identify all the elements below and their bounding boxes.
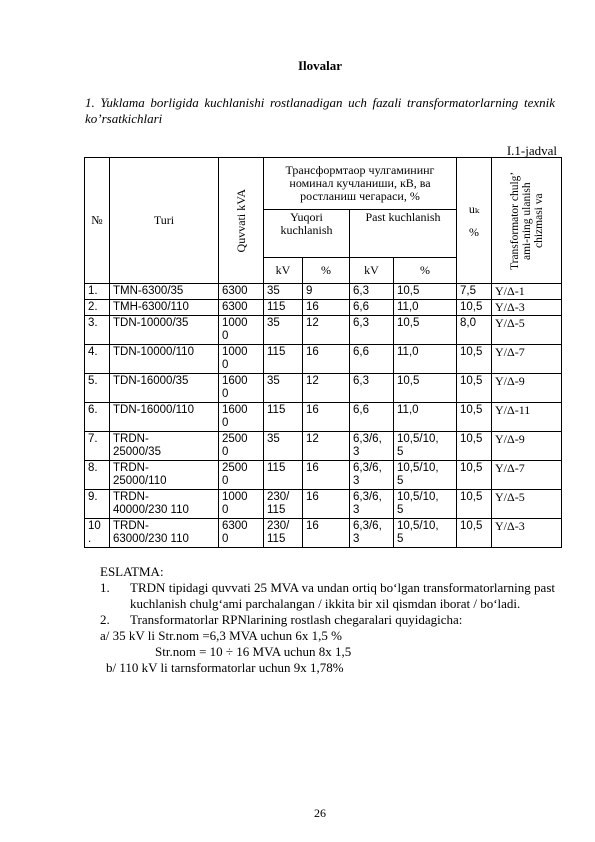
header-pct-lower: % — [394, 258, 457, 284]
cell-hv-pct: 12 — [303, 374, 350, 403]
cell-n: 3. — [85, 316, 110, 345]
cell-conn: Y/Δ-5 — [492, 316, 562, 345]
header-lower: Past kuchlanish — [350, 210, 457, 258]
cell-n: 8. — [85, 461, 110, 490]
cell-type: TDN-16000/35 — [110, 374, 219, 403]
cell-hv-pct: 9 — [303, 284, 350, 300]
header-uk — [457, 158, 492, 284]
cell-lv: 6,6 — [350, 300, 394, 316]
note-number: 1. — [100, 580, 110, 595]
cell-type: TRDN- 25000/110 — [110, 461, 219, 490]
cell-conn: Y/Δ-9 — [492, 432, 562, 461]
cell-power: 1000 0 — [219, 490, 264, 519]
cell-type: TDN-16000/110 — [110, 403, 219, 432]
note-text: Transformatorlar RPNlarining rostlash chegaralari quyidagicha: — [130, 612, 463, 627]
table-row — [85, 519, 562, 548]
header-uk-unit: % — [469, 224, 480, 239]
cell-lv-pct: 11,0 — [394, 345, 457, 374]
cell-conn: Y/Δ-3 — [492, 300, 562, 316]
cell-lv: 6,3 — [350, 374, 394, 403]
cell-power: 1600 0 — [219, 403, 264, 432]
table-label: I.1-jadval — [506, 143, 557, 158]
cell-lv: 6,3/6, 3 — [350, 490, 394, 519]
cell-n: 6. — [85, 403, 110, 432]
cell-uk: 10,5 — [457, 432, 492, 461]
header-winding — [492, 158, 562, 284]
note-line-a2: Str.nom = 10 ÷ 16 MVA uchun 8x 1,5 — [155, 644, 352, 659]
cell-lv-pct: 10,5/10, 5 — [394, 519, 457, 548]
cell-conn: Y/Δ-7 — [492, 461, 562, 490]
cell-conn: Y/Δ-7 — [492, 345, 562, 374]
table-row — [85, 374, 562, 403]
cell-lv: 6,3 — [350, 316, 394, 345]
cell-hv: 35 — [264, 316, 303, 345]
cell-uk: 10,5 — [457, 300, 492, 316]
table-row — [85, 300, 562, 316]
cell-lv-pct: 10,5 — [394, 284, 457, 300]
cell-hv: 115 — [264, 345, 303, 374]
table-body — [85, 284, 562, 548]
cell-hv: 35 — [264, 374, 303, 403]
cell-lv: 6,3/6, 3 — [350, 432, 394, 461]
cell-power: 1600 0 — [219, 374, 264, 403]
notes-heading: ESLATMA: — [100, 564, 164, 579]
header-range-group: Трансформтаор чулгамининг номинал кучланиши, кВ, ва ростланиш чегараси, % — [264, 158, 457, 210]
cell-power: 1000 0 — [219, 316, 264, 345]
cell-type: TRDN- 63000/230 110 — [110, 519, 219, 548]
header-winding-text: Transformator chulg’ ami-ning ulanish chizmasi va — [508, 171, 545, 270]
cell-hv-pct: 16 — [303, 519, 350, 548]
cell-lv-pct: 10,5 — [394, 374, 457, 403]
table-row — [85, 461, 562, 490]
cell-hv: 35 — [264, 284, 303, 300]
cell-uk: 10,5 — [457, 490, 492, 519]
cell-hv: 230/ 115 — [264, 519, 303, 548]
cell-n: 4. — [85, 345, 110, 374]
cell-uk: 10,5 — [457, 519, 492, 548]
cell-hv: 230/ 115 — [264, 490, 303, 519]
table-row — [85, 345, 562, 374]
cell-type: TDN-10000/110 — [110, 345, 219, 374]
cell-n: 9. — [85, 490, 110, 519]
note-line-b: b/ 110 kV li tarnsformatorlar uchun 9x 1,78% — [106, 660, 344, 675]
cell-hv-pct: 16 — [303, 461, 350, 490]
table-row — [85, 432, 562, 461]
cell-n: 2. — [85, 300, 110, 316]
cell-hv-pct: 12 — [303, 432, 350, 461]
table-row — [85, 316, 562, 345]
transformer-table — [84, 157, 562, 548]
cell-type: TMH-6300/110 — [110, 300, 219, 316]
table-row — [85, 490, 562, 519]
cell-type: TRDN- 25000/35 — [110, 432, 219, 461]
header-num: № — [85, 158, 110, 284]
cell-n: 10 . — [85, 519, 110, 548]
notes-section — [100, 564, 555, 676]
cell-hv: 115 — [264, 300, 303, 316]
cell-uk: 10,5 — [457, 403, 492, 432]
cell-hv: 35 — [264, 432, 303, 461]
page-title: Ilovalar — [297, 58, 343, 73]
cell-power: 6300 — [219, 284, 264, 300]
cell-lv-pct: 10,5/10, 5 — [394, 461, 457, 490]
header-type: Turi — [110, 158, 219, 284]
header-upper: Yuqori kuchlanish — [264, 210, 350, 258]
cell-hv-pct: 12 — [303, 316, 350, 345]
cell-uk: 10,5 — [457, 345, 492, 374]
table-row — [85, 403, 562, 432]
header-pct-upper: % — [303, 258, 350, 284]
cell-type: TMN-6300/35 — [110, 284, 219, 300]
cell-conn: Y/Δ-1 — [492, 284, 562, 300]
cell-uk: 8,0 — [457, 316, 492, 345]
header-kv-upper: kV — [264, 258, 303, 284]
header-kv-lower: kV — [350, 258, 394, 284]
cell-lv-pct: 10,5 — [394, 316, 457, 345]
cell-hv-pct: 16 — [303, 403, 350, 432]
cell-uk: 7,5 — [457, 284, 492, 300]
cell-conn: Y/Δ-3 — [492, 519, 562, 548]
cell-conn: Y/Δ-9 — [492, 374, 562, 403]
header-power-text: Quvvati kVA — [234, 188, 248, 253]
note-item-2 — [100, 612, 555, 628]
cell-hv-pct: 16 — [303, 300, 350, 316]
cell-type: TDN-10000/35 — [110, 316, 219, 345]
section-subtitle: 1. Yuklama borligida kuchlanishi rostlanadigan uch fazali transformatorlarning texnik ko’rsatkichlari — [85, 95, 555, 126]
cell-lv-pct: 11,0 — [394, 300, 457, 316]
cell-hv: 115 — [264, 461, 303, 490]
cell-n: 7. — [85, 432, 110, 461]
cell-conn: Y/Δ-11 — [492, 403, 562, 432]
cell-n: 5. — [85, 374, 110, 403]
header-uk-symbol: uₖ — [468, 201, 480, 216]
table-row — [85, 284, 562, 300]
cell-hv-pct: 16 — [303, 490, 350, 519]
note-number: 2. — [100, 612, 110, 627]
cell-lv-pct: 10,5/10, 5 — [394, 432, 457, 461]
cell-lv: 6,6 — [350, 403, 394, 432]
cell-hv: 115 — [264, 403, 303, 432]
cell-power: 2500 0 — [219, 432, 264, 461]
header-power — [219, 158, 264, 284]
cell-conn: Y/Δ-5 — [492, 490, 562, 519]
cell-lv: 6,6 — [350, 345, 394, 374]
cell-lv: 6,3 — [350, 284, 394, 300]
cell-uk: 10,5 — [457, 374, 492, 403]
cell-hv-pct: 16 — [303, 345, 350, 374]
cell-power: 6300 0 — [219, 519, 264, 548]
cell-power: 6300 — [219, 300, 264, 316]
note-text: TRDN tipidagi quvvati 25 MVA va undan ortiq bo‘lgan transformatorlarning past kuchlanish chulg‘ami parchalangan / ikkita bir xil qismdan iborat / bo‘ladi. — [130, 580, 555, 611]
cell-type: TRDN- 40000/230 110 — [110, 490, 219, 519]
cell-n: 1. — [85, 284, 110, 300]
cell-lv-pct: 10,5/10, 5 — [394, 490, 457, 519]
note-item-1 — [100, 580, 555, 612]
cell-lv: 6,3/6, 3 — [350, 461, 394, 490]
page-number: 26 — [314, 806, 326, 820]
cell-lv-pct: 11,0 — [394, 403, 457, 432]
cell-power: 2500 0 — [219, 461, 264, 490]
cell-uk: 10,5 — [457, 461, 492, 490]
cell-power: 1000 0 — [219, 345, 264, 374]
note-line-a: a/ 35 kV li Str.nom =6,3 MVA uchun 6x 1,5 % — [100, 628, 342, 643]
cell-lv: 6,3/6, 3 — [350, 519, 394, 548]
